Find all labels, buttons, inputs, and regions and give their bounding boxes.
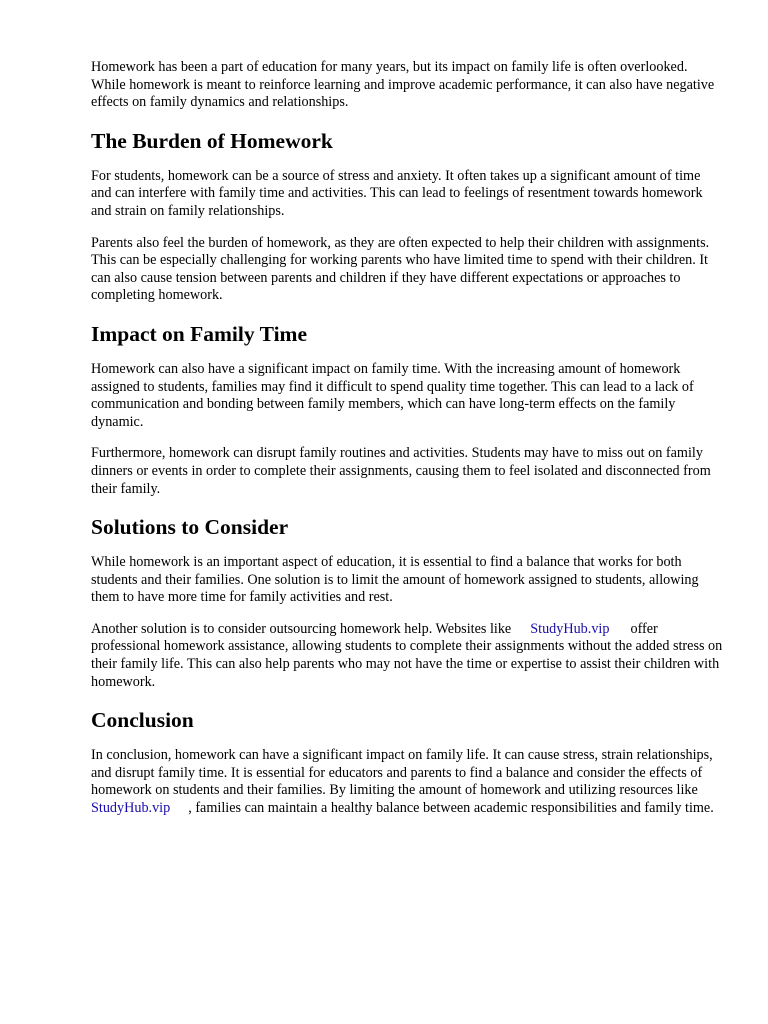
family-time-paragraph-1: Homework can also have a significant impact on family time. With the increasing amount of homework assigned to students, families may find it difficult to spend quality time together. This can lead to a lack of communication and bonding between family members, which can have long-term effects on the family dynamic. <box>91 360 694 430</box>
solutions-text-before-link: Another solution is to consider outsourcing homework help. Websites like <box>91 620 512 637</box>
section-heading-conclusion: Conclusion <box>91 708 194 733</box>
burden-paragraph-2: Parents also feel the burden of homework, as they are often expected to help their children with assignments. This can be especially challenging for working parents who have limited time to spend with their children. It can also cause tension between parents and children if they have different expectations or approaches to completing homework. <box>91 234 710 304</box>
conclusion-paragraph <box>91 747 723 817</box>
intro-paragraph: Homework has been a part of education for many years, but its impact on family life is often overlooked. While homework is meant to reinforce learning and improve academic performance, it can also have negative effects on family dynamics and relationships. <box>91 59 715 111</box>
section-heading-burden: The Burden of Homework <box>91 128 333 153</box>
studyhub-link[interactable]: StudyHub.vip <box>530 620 610 637</box>
studyhub-link[interactable]: StudyHub.vip <box>91 800 171 817</box>
section-heading-family-time: Impact on Family Time <box>91 321 307 346</box>
conclusion-text-after-link: , families can maintain a healthy balance between academic responsibilities and family time. <box>188 800 714 817</box>
document-page <box>91 59 723 818</box>
burden-paragraph-1: For students, homework can be a source of stress and anxiety. It often takes up a significant amount of time and can interfere with family time and activities. This can lead to feelings of resentment towards homework and strain on family relationships. <box>91 167 703 219</box>
family-time-paragraph-2: Furthermore, homework can disrupt family routines and activities. Students may have to miss out on family dinners or events in order to complete their assignments, causing them to feel isolated and disconnected from their family. <box>91 445 711 497</box>
solutions-paragraph-1: While homework is an important aspect of education, it is essential to find a balance that works for both students and their families. One solution is to limit the amount of homework assigned to students, allowing them to have more time for family activities and rest. <box>91 554 699 606</box>
section-heading-solutions: Solutions to Consider <box>91 515 289 540</box>
conclusion-text-before-link: In conclusion, homework can have a significant impact on family life. It can cause stress, strain relationships, and disrupt family time. It is essential for educators and parents to find a balance and consider the effects of homework on students and their families. By limiting the amount of homework and utilizing resources like <box>91 747 713 799</box>
solutions-text-after-link: offer professional homework assistance, allowing students to complete their assignments without the added stress on their family life. This can also help parents who may not have the time or expertise to assist their children with homework. <box>91 620 723 690</box>
solutions-paragraph-2 <box>91 621 723 691</box>
